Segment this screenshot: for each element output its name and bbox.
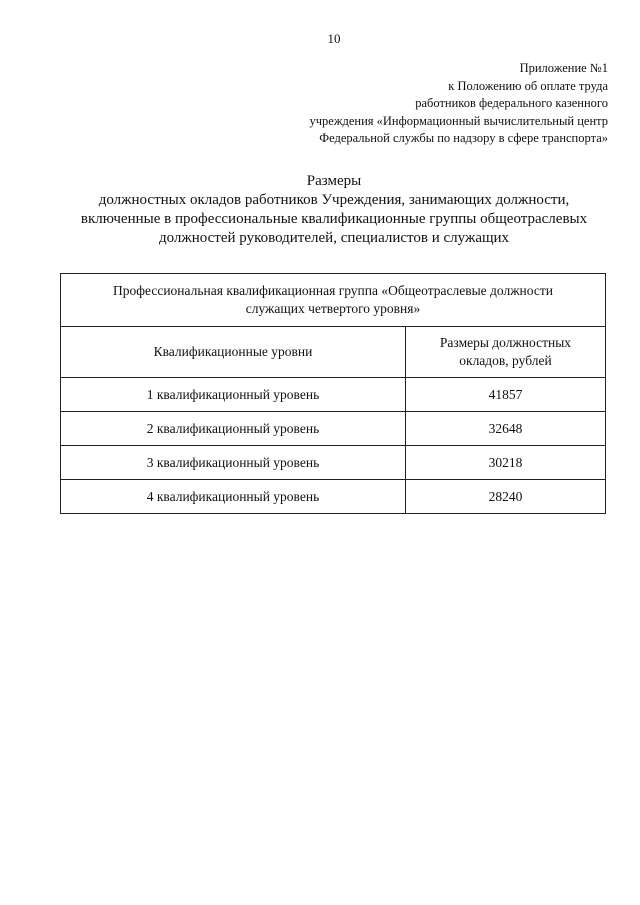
- salary-cell: 30218: [405, 446, 605, 480]
- level-cell: 2 квалификационный уровень: [61, 412, 406, 446]
- salary-cell: 41857: [405, 378, 605, 412]
- appendix-line: работников федерального казенного: [415, 96, 608, 110]
- header-salary: [405, 327, 605, 378]
- table-row: [61, 378, 606, 412]
- page-number: 10: [327, 31, 341, 46]
- salary-table: [60, 273, 606, 514]
- group-title-row: [61, 274, 606, 327]
- header-salary-line: Размеры должностных: [439, 335, 572, 350]
- salary-cell: 28240: [405, 480, 605, 514]
- table-row: [61, 446, 606, 480]
- appendix-block: [310, 60, 609, 148]
- table-row: [61, 412, 606, 446]
- appendix-line: учреждения «Информационный вычислительный центр: [309, 113, 608, 128]
- appendix-line: Приложение №1: [519, 61, 608, 75]
- appendix-line: Федеральной службы по надзору в сфере транспорта»: [319, 131, 608, 145]
- heading-line: включенные в профессиональные квалификационные группы общеотраслевых: [80, 211, 588, 227]
- salary-cell: 32648: [405, 412, 605, 446]
- group-title-line: Профессиональная квалификационная группа «Общеотраслевые должности: [113, 283, 553, 298]
- heading-line: должностей руководителей, специалистов и служащих: [158, 230, 510, 246]
- document-heading: [0, 172, 640, 248]
- group-title-line: служащих четвертого уровня»: [245, 301, 421, 316]
- header-level: Квалификационные уровни: [61, 327, 406, 378]
- table-row: [61, 480, 606, 514]
- level-cell: 1 квалификационный уровень: [61, 378, 406, 412]
- header-salary-line: окладов, рублей: [459, 353, 552, 368]
- heading-line: должностных окладов работников Учреждения, занимающих должности,: [98, 192, 570, 208]
- level-cell: 3 квалификационный уровень: [61, 446, 406, 480]
- heading-line: Размеры: [306, 173, 362, 189]
- header-row: [61, 327, 606, 378]
- group-title-cell: [61, 274, 606, 327]
- level-cell: 4 квалификационный уровень: [61, 480, 406, 514]
- appendix-line: к Положению об оплате труда: [448, 78, 608, 93]
